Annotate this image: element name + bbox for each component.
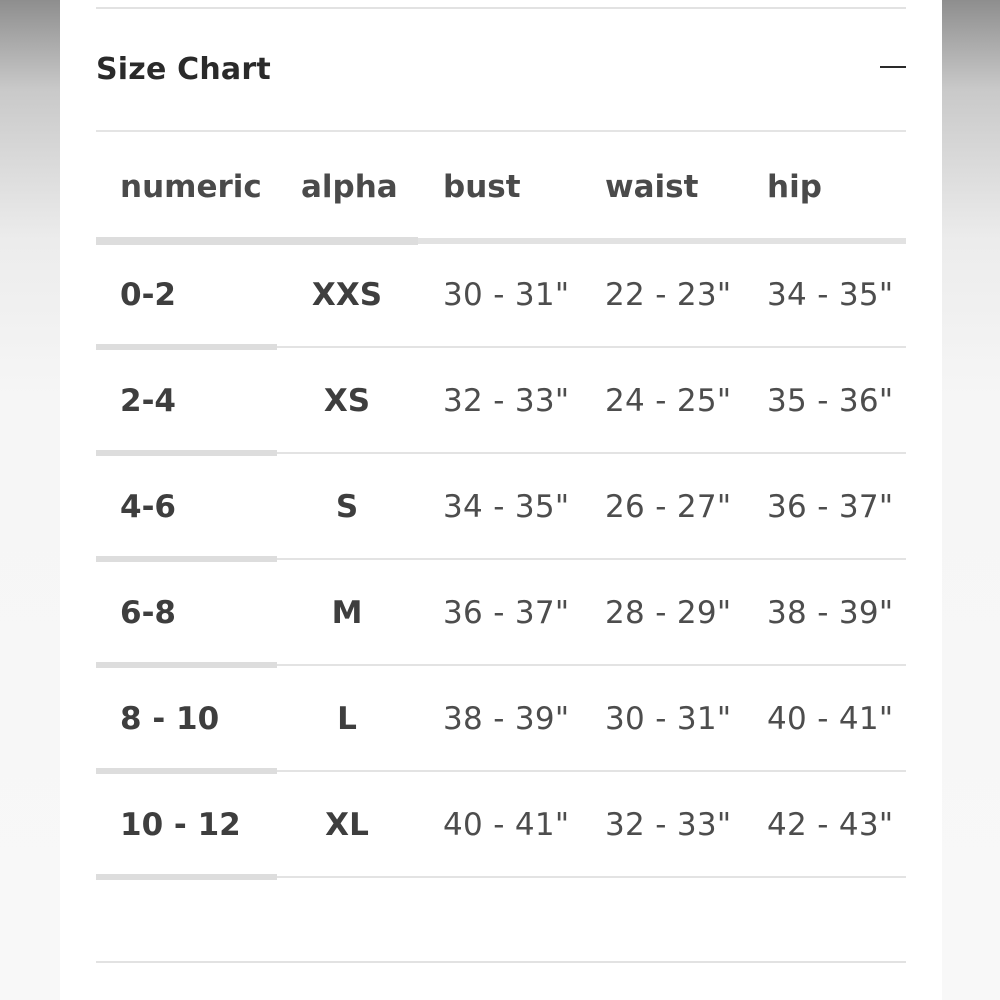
cell-alpha: XXS [311, 277, 383, 313]
size-chart-table [96, 132, 906, 878]
cell-hip: 40 - 41" [767, 701, 894, 737]
cell-numeric: 4-6 [120, 489, 177, 525]
column-header-alpha: alpha [301, 169, 398, 205]
column-header-hip: hip [767, 169, 822, 205]
cell-bust: 36 - 37" [443, 595, 570, 631]
cell-numeric: 6-8 [120, 595, 177, 631]
cell-alpha: XL [325, 807, 369, 843]
cell-bust: 40 - 41" [443, 807, 570, 843]
cell-waist: 28 - 29" [605, 595, 732, 631]
cell-waist: 26 - 27" [605, 489, 732, 525]
cell-numeric: 8 - 10 [120, 701, 220, 737]
cell-hip: 34 - 35" [767, 277, 894, 313]
table-row [96, 242, 906, 348]
cell-numeric: 2-4 [120, 383, 177, 419]
cell-waist: 32 - 33" [605, 807, 732, 843]
cell-hip: 38 - 39" [767, 595, 894, 631]
product-details-panel [60, 0, 942, 1000]
column-header-bust: bust [443, 169, 521, 205]
row-rule-accent [96, 874, 277, 880]
column-header-numeric: numeric [120, 169, 262, 205]
table-row [96, 666, 906, 772]
cell-hip: 36 - 37" [767, 489, 894, 525]
cell-waist: 24 - 25" [605, 383, 732, 419]
section-divider-bottom [96, 961, 906, 963]
cell-hip: 35 - 36" [767, 383, 894, 419]
table-header-row [96, 132, 906, 242]
cell-waist: 30 - 31" [605, 701, 732, 737]
cell-bust: 32 - 33" [443, 383, 570, 419]
cell-bust: 34 - 35" [443, 489, 570, 525]
size-chart-accordion-header[interactable] [96, 40, 906, 108]
table-row [96, 348, 906, 454]
cell-alpha: XS [323, 383, 371, 419]
table-row [96, 772, 906, 878]
size-chart-title: Size Chart [96, 52, 271, 87]
minus-icon[interactable] [880, 66, 906, 68]
cell-waist: 22 - 23" [605, 277, 732, 313]
cell-alpha: L [337, 701, 357, 737]
table-row [96, 454, 906, 560]
cell-hip: 42 - 43" [767, 807, 894, 843]
cell-numeric: 0-2 [120, 277, 177, 313]
cell-numeric: 10 - 12 [120, 807, 241, 843]
cell-bust: 30 - 31" [443, 277, 570, 313]
section-divider-top [96, 7, 906, 9]
table-row [96, 560, 906, 666]
column-header-waist: waist [605, 169, 699, 205]
cell-alpha: S [335, 489, 359, 525]
cell-alpha: M [331, 595, 363, 631]
cell-bust: 38 - 39" [443, 701, 570, 737]
